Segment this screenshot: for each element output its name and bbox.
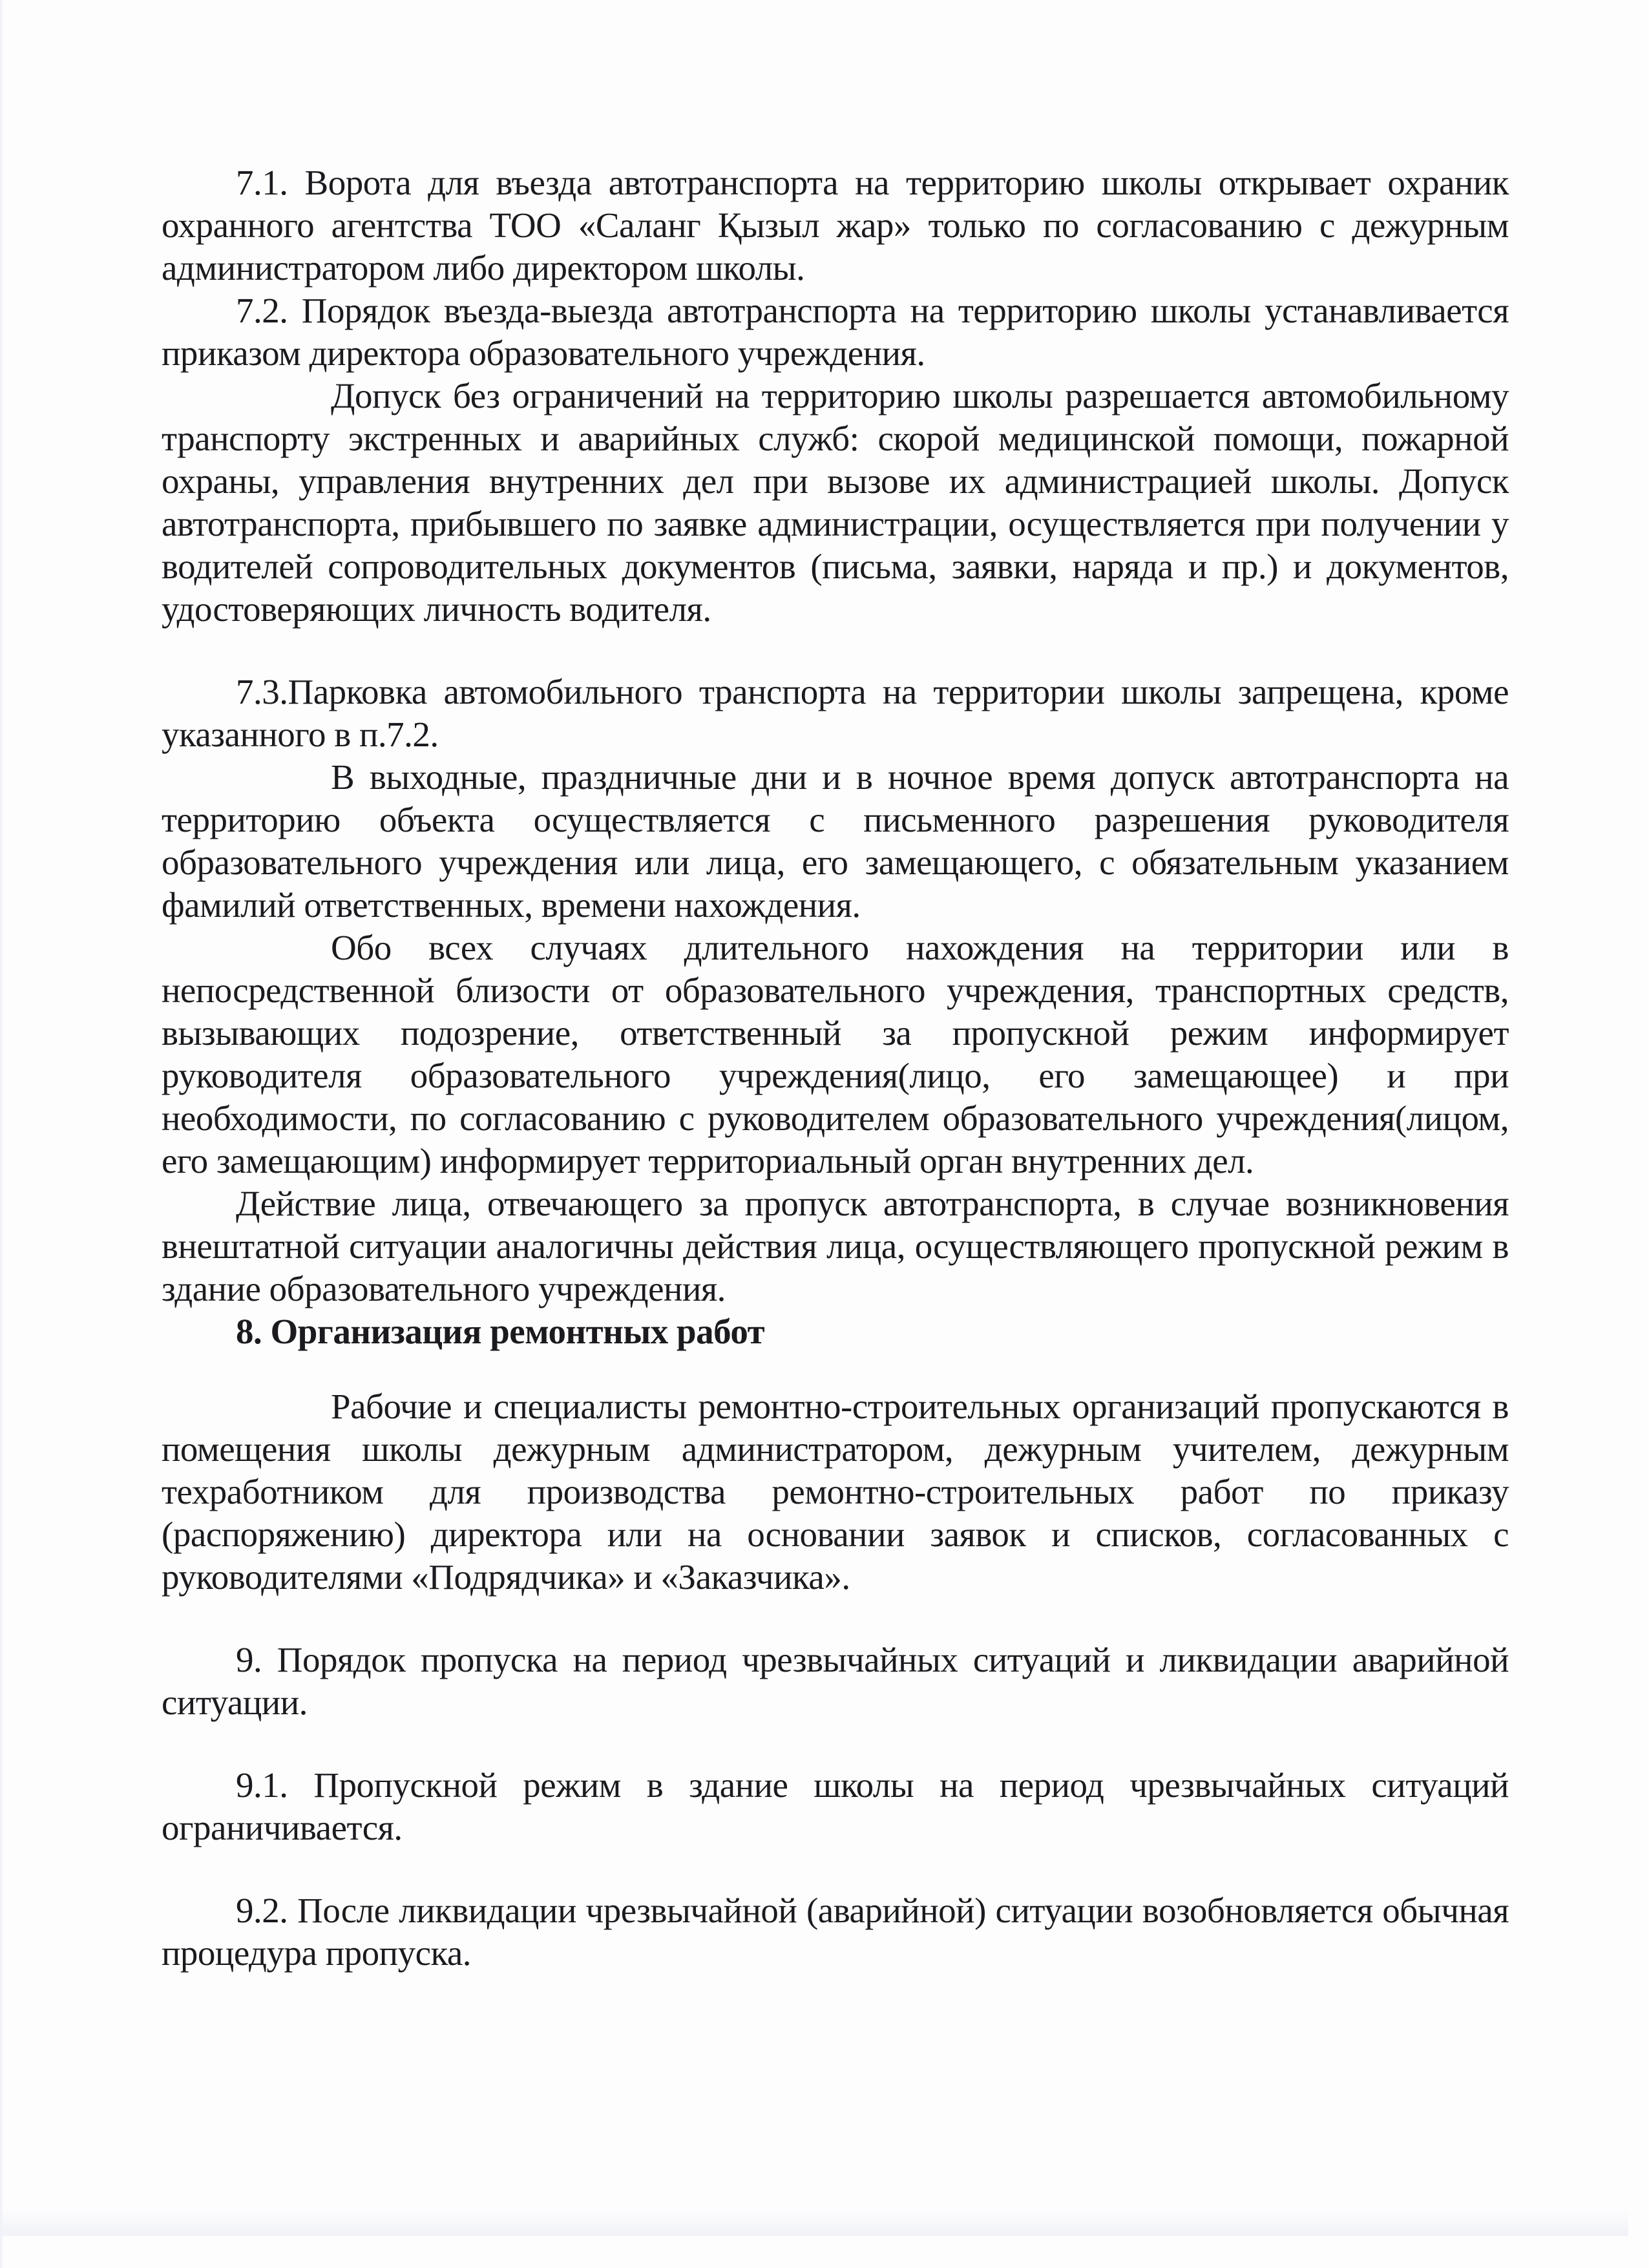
scan-bottom-shadow — [0, 2210, 1628, 2236]
paragraph-emergency-actions: Действие лица, отвечающего за пропуск автотранспорта, в случае возникновения внештатной ситуации аналогичны действия лица, осуществляющего пропускной режим в здание образовательного учреждения. — [162, 1184, 1509, 1308]
paragraph-9-2: 9.2. После ликвидации чрезвычайной (аварийной) ситуации возобновляется обычная процедура пропуска. — [162, 1891, 1509, 1973]
paragraph-weekend-access: В выходные, праздничные дни и в ночное время допуск автотранспорта на территорию объекта осуществляется с письменного разрешения руководителя образовательного учреждения или лица, его замещающего, с обязательным указанием фамилий ответственных, времени нахождения. — [162, 757, 1509, 925]
paragraph-suspicious-vehicles: Обо всех случаях длительного нахождения на территории или в непосредственной близости от образовательного учреждения, транспортных средств, вызывающих подозрение, ответственный за пропускной режим информирует руководителя образовательного учреждения(лицо, его замещающее) и при необходимости, по согласованию с руководителем образовательного учреждения(лицом, его замещающим) информирует территориальный орган внутренних дел. — [162, 928, 1509, 1181]
section-8-heading: 8. Организация ремонтных работ — [236, 1312, 765, 1351]
paragraph-9-1: 9.1. Пропускной режим в здание школы на период чрезвычайных ситуаций ограничивается. — [162, 1765, 1509, 1847]
paragraph-7-2: 7.2. Порядок въезда-выезда автотранспорта на территорию школы устанавливается приказом директора образовательного учреждения. — [162, 291, 1509, 373]
scan-edge-shadow — [0, 0, 4, 2268]
document-page — [162, 162, 1509, 1975]
paragraph-section-8: Рабочие и специалисты ремонтно-строительных организаций пропускаются в помещения школы дежурным администратором, дежурным учителем, дежурным техработником для производства ремонтно-строительных работ по приказу (распоряжению) директора или на основании заявок и списков, согласованных с руководителями «Подрядчика» и «Заказчика». — [162, 1387, 1509, 1597]
paragraph-access-without-restrictions: Допуск без ограничений на территорию школы разрешается автомобильному транспорту экстренных и аварийных служб: скорой медицинской помощи, пожарной охраны, управления внутренних дел при вызове их администрацией школы. Допуск автотранспорта, прибывшего по заявке администрации, осуществляется при получении у водителей сопроводительных документов (письма, заявки, наряда и пр.) и документов, удостоверяющих личность водителя. — [162, 376, 1509, 629]
paragraph-7-3: 7.3.Парковка автомобильного транспорта на территории школы запрещена, кроме указанного в п.7.2. — [162, 672, 1509, 754]
section-9-heading: 9. Порядок пропуска на период чрезвычайных ситуаций и ликвидации аварийной ситуации. — [162, 1640, 1509, 1722]
paragraph-7-1: 7.1. Ворота для въезда автотранспорта на территорию школы открывает охраник охранного агентства ТОО «Саланг Қызыл жар» только по согласованию с дежурным администратором либо директором школы. — [162, 163, 1509, 288]
